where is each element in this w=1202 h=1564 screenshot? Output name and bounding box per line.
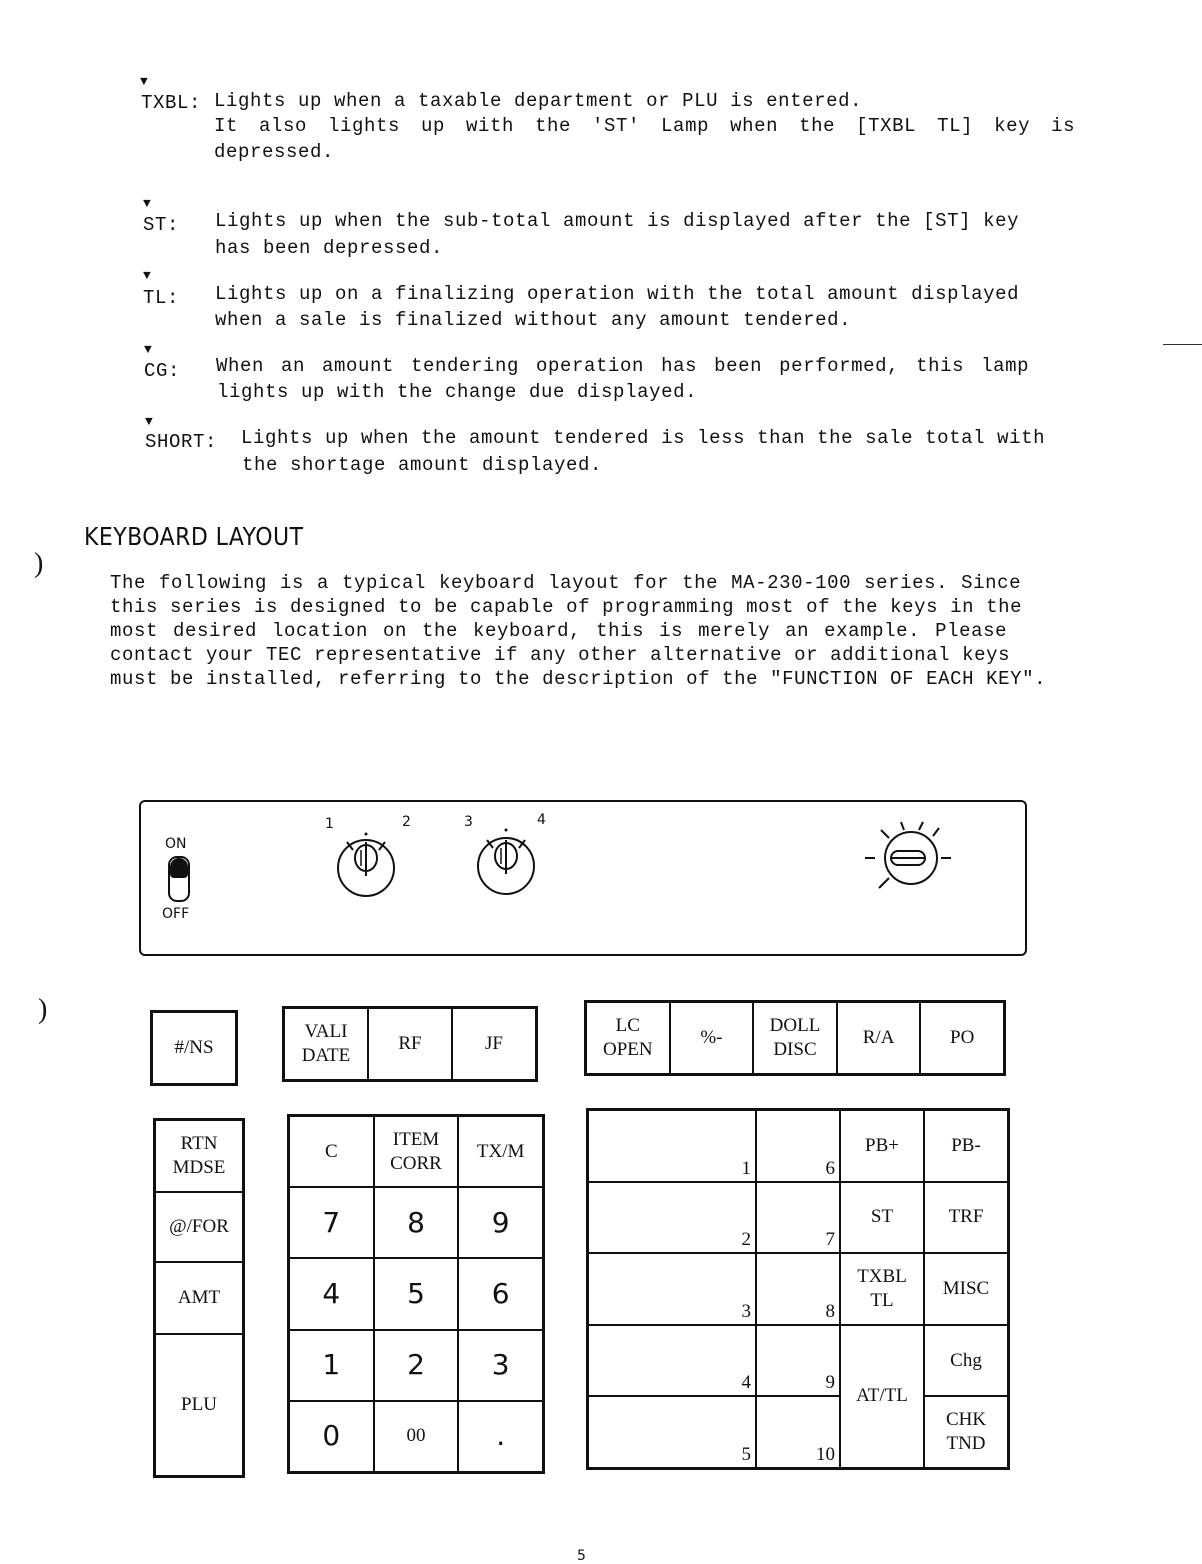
margin-mark: ) — [38, 994, 48, 1025]
key-00[interactable]: 00 — [374, 1401, 459, 1472]
plu-key[interactable] — [588, 1110, 756, 1182]
plu-number: 3 — [741, 1300, 751, 1322]
switch-off-label: OFF — [162, 906, 190, 922]
margin-mark: ) — [34, 548, 44, 579]
left-column-keys — [153, 1118, 245, 1478]
lamp-label: TXBL: — [141, 92, 202, 114]
key-pb-minus[interactable]: PB- — [924, 1110, 1008, 1182]
plu-key[interactable] — [588, 1182, 756, 1254]
lamp-text: has been depressed. — [215, 237, 444, 259]
key-1[interactable]: 1 — [289, 1330, 374, 1401]
plu-number: 9 — [825, 1372, 835, 1394]
plu-keys — [588, 1110, 840, 1468]
key-at-for[interactable]: @/FOR — [155, 1192, 243, 1262]
paragraph-line: must be installed, referring to the description of the "FUNCTION OF EACH KEY". — [110, 668, 1047, 690]
key-jf[interactable]: JF — [452, 1008, 536, 1080]
key-amt[interactable]: AMT — [155, 1262, 243, 1334]
key-9[interactable]: 9 — [458, 1187, 543, 1258]
plu-key[interactable] — [756, 1325, 840, 1397]
key-txbl-tl[interactable]: TXBL TL — [840, 1253, 924, 1325]
switch-on-label: ON — [165, 836, 187, 852]
margin-rule — [1163, 344, 1202, 345]
plu-key[interactable] — [588, 1325, 756, 1397]
marker-icon: ▼ — [143, 268, 151, 283]
plu-number: 1 — [741, 1157, 751, 1179]
key-po[interactable]: PO — [920, 1002, 1004, 1074]
key-3[interactable]: 3 — [458, 1330, 543, 1401]
top-mid-keys — [282, 1006, 538, 1082]
key-tx-m[interactable]: TX/M — [458, 1116, 543, 1187]
plu-number: 5 — [741, 1443, 751, 1465]
key-plu[interactable]: PLU — [155, 1334, 243, 1476]
key-validate[interactable]: VALI DATE — [284, 1008, 368, 1080]
key-doll-disc[interactable]: DOLL DISC — [753, 1002, 837, 1074]
lamp-text: Lights up on a finalizing operation with the total amount displayed — [215, 283, 1020, 305]
plu-and-function-keys — [586, 1108, 1010, 1470]
key-6[interactable]: 6 — [458, 1258, 543, 1329]
paragraph-line: most desired location on the keyboard, this is merely an example. Please — [110, 620, 1008, 642]
key-percent-minus[interactable]: %- — [670, 1002, 754, 1074]
plu-number: 10 — [816, 1443, 835, 1465]
lamp-text: Lights up when the amount tendered is less than the sale total with — [241, 427, 1046, 449]
key-misc[interactable]: MISC — [924, 1253, 1008, 1325]
key-ra[interactable]: R/A — [837, 1002, 921, 1074]
plu-key[interactable] — [588, 1396, 756, 1468]
plu-number: 7 — [825, 1229, 835, 1251]
key-chg[interactable]: Chg — [924, 1325, 1008, 1397]
dial-position-label: 4 — [537, 812, 546, 828]
lamp-label: ST: — [143, 214, 180, 236]
key-7[interactable]: 7 — [289, 1187, 374, 1258]
page-number: 5 — [577, 1548, 586, 1564]
marker-icon: ▼ — [143, 196, 151, 211]
marker-icon: ▼ — [140, 74, 148, 89]
lamp-label: CG: — [144, 360, 181, 382]
key-2[interactable]: 2 — [374, 1330, 459, 1401]
key-item-corr[interactable]: ITEM CORR — [374, 1116, 459, 1187]
paragraph-line: The following is a typical keyboard layout for the MA-230-100 series. Since — [110, 572, 1022, 594]
lamp-text: It also lights up with the 'ST' Lamp when the [TXBL TL] key is — [214, 115, 1076, 137]
function-keys — [840, 1110, 1008, 1468]
lamp-label: SHORT: — [145, 431, 218, 453]
lamp-text: when a sale is finalized without any amount tendered. — [215, 309, 852, 331]
control-panel — [139, 800, 1027, 956]
key-lc-open[interactable]: LC OPEN — [586, 1002, 670, 1074]
plu-key[interactable] — [756, 1253, 840, 1325]
key-lock-dial-icon[interactable] — [321, 820, 411, 900]
numeric-keypad — [287, 1114, 545, 1474]
key-rtn-mdse[interactable]: RTN MDSE — [155, 1120, 243, 1192]
plu-number: 6 — [825, 1157, 835, 1179]
lamp-text: the shortage amount displayed. — [242, 454, 603, 476]
key-0[interactable]: 0 — [289, 1401, 374, 1472]
key-lock-dial-icon[interactable] — [461, 818, 551, 898]
plu-key[interactable] — [756, 1182, 840, 1254]
dial-position-label: 3 — [464, 814, 473, 830]
lamp-text: Lights up when the sub-total amount is displayed after the [ST] key — [215, 210, 1020, 232]
lamp-text: When an amount tendering operation has been performed, this lamp — [216, 355, 1030, 377]
dial-position-label: 2 — [402, 814, 411, 830]
key-4[interactable]: 4 — [289, 1258, 374, 1329]
key-ns[interactable]: #/NS — [152, 1012, 236, 1084]
key-st[interactable]: ST — [840, 1182, 924, 1254]
marker-icon: ▼ — [144, 342, 152, 357]
plu-number: 2 — [741, 1229, 751, 1251]
marker-icon: ▼ — [145, 414, 153, 429]
key-8[interactable]: 8 — [374, 1187, 459, 1258]
switch-knob — [170, 858, 188, 878]
plu-number: 4 — [741, 1372, 751, 1394]
lamp-text: depressed. — [214, 141, 335, 163]
key-clear[interactable]: C — [289, 1116, 374, 1187]
key-at-tl[interactable]: AT/TL — [840, 1325, 924, 1468]
mode-lock-dial-icon[interactable] — [861, 818, 961, 898]
top-right-keys — [584, 1000, 1006, 1076]
section-heading: KEYBOARD LAYOUT — [84, 522, 304, 551]
key-rf[interactable]: RF — [368, 1008, 452, 1080]
lamp-label: TL: — [143, 287, 180, 309]
plu-key[interactable] — [588, 1253, 756, 1325]
plu-key[interactable] — [756, 1110, 840, 1182]
key-5[interactable]: 5 — [374, 1258, 459, 1329]
plu-number: 8 — [825, 1300, 835, 1322]
ns-key-block — [150, 1010, 238, 1086]
key-chk-tnd[interactable]: CHK TND — [924, 1396, 1008, 1468]
dial-position-label: 1 — [325, 816, 334, 832]
key-pb-plus[interactable]: PB+ — [840, 1110, 924, 1182]
paragraph-line: this series is designed to be capable of programming most of the keys in the — [110, 596, 1023, 618]
key-trf[interactable]: TRF — [924, 1182, 1008, 1254]
lamp-text: lights up with the change due displayed. — [217, 381, 698, 403]
plu-key[interactable] — [756, 1396, 840, 1468]
power-switch[interactable] — [168, 856, 190, 902]
lamp-text: Lights up when a taxable department or PLU is entered. — [214, 90, 863, 112]
key-decimal[interactable]: . — [458, 1401, 543, 1472]
paragraph-line: contact your TEC representative if any other alternative or additional keys — [110, 644, 1011, 666]
